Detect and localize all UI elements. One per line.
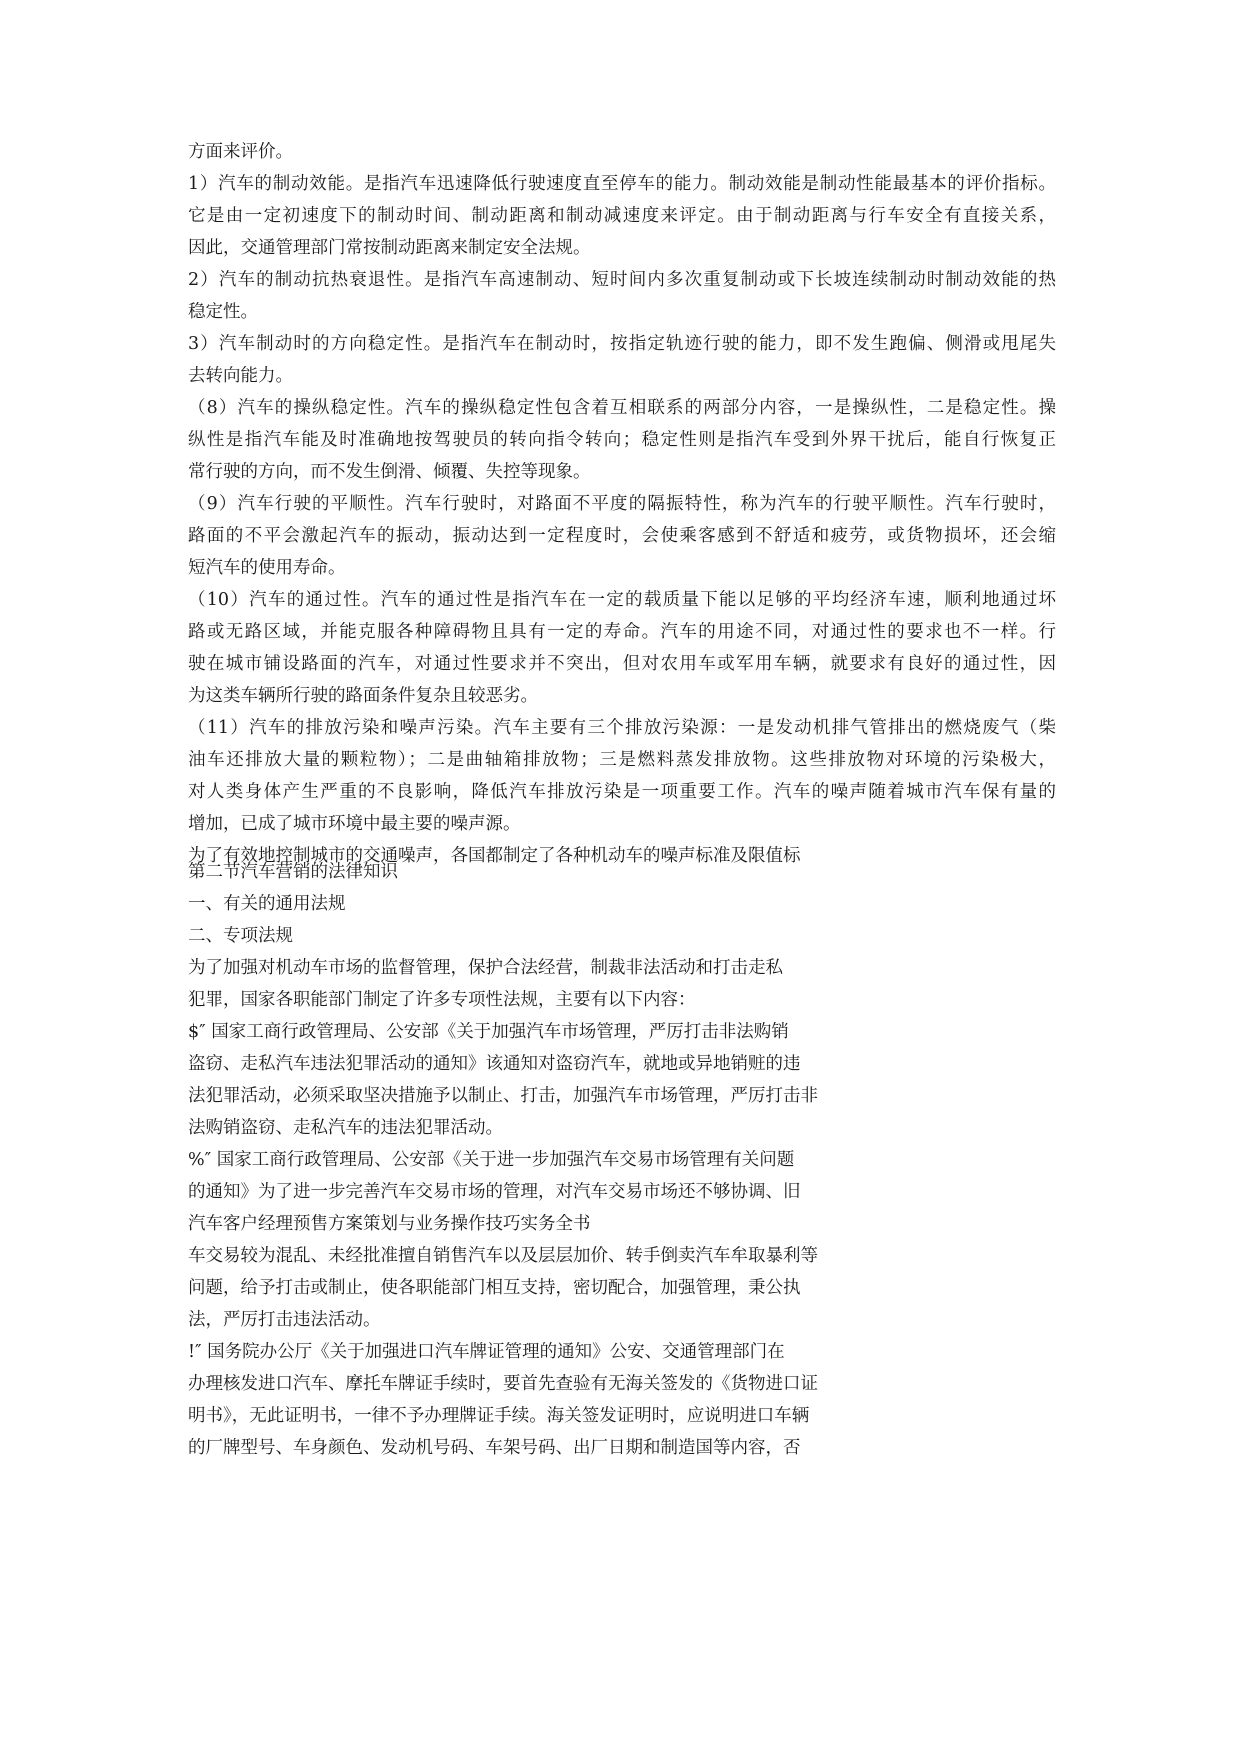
text-line: 路或无路区域，并能克服各种障碍物且具有一定的寿命。汽车的用途不同，对通过性的要求也不一样。行 — [188, 622, 1056, 642]
text-line: 法，严厉打击违法活动。 — [188, 1310, 381, 1330]
text-line: 为了加强对机动车市场的监督管理，保护合法经营，制裁非法活动和打击走私 — [188, 958, 783, 978]
text-line: 犯罪，国家各职能部门制定了许多专项性法规，主要有以下内容： — [188, 990, 696, 1010]
text-line: 纵性是指汽车能及时准确地按驾驶员的转向指令转向；稳定性则是指汽车受到外界干扰后，能自行恢复正 — [188, 430, 1056, 450]
text-line: 常行驶的方向，而不发生倒滑、倾覆、失控等现象。 — [188, 462, 591, 482]
text-line: 的厂牌型号、车身颜色、发动机号码、车架号码、出厂日期和制造国等内容，否 — [188, 1438, 801, 1458]
text-line: 为了有效地控制城市的交通噪声，各国都制定了各种机动车的噪声标准及限值标 — [188, 846, 801, 866]
text-line: 办理核发进口汽车、摩托车牌证手续时，要首先查验有无海关签发的《货物进口证 — [188, 1374, 818, 1394]
text-line: 去转向能力。 — [188, 366, 293, 386]
text-line: 盗窃、走私汽车违法犯罪活动的通知》该通知对盗窃汽车，就地或异地销赃的违 — [188, 1054, 801, 1074]
text-line: 2）汽车的制动抗热衰退性。是指汽车高速制动、短时间内多次重复制动或下长坡连续制动时制动效能的热 — [188, 270, 1056, 290]
text-line: （11）汽车的排放污染和噪声污染。汽车主要有三个排放污染源：一是发动机排气管排出的燃烧废气（柴 — [188, 718, 1056, 738]
text-line: %″ 国家工商行政管理局、公安部《关于进一步加强汽车交易市场管理有关问题 — [188, 1150, 795, 1170]
text-line: 汽车客户经理预售方案策划与业务操作技巧实务全书 — [188, 1214, 591, 1234]
text-line: 对人类身体产生严重的不良影响，降低汽车排放污染是一项重要工作。汽车的噪声随着城市汽车保有量的 — [188, 782, 1056, 802]
text-line: 的通知》为了进一步完善汽车交易市场的管理，对汽车交易市场还不够协调、旧 — [188, 1182, 801, 1202]
text-line: !″ 国务院办公厅《关于加强进口汽车牌证管理的通知》公安、交通管理部门在 — [188, 1342, 785, 1362]
text-line: 油车还排放大量的颗粒物）；二是曲轴箱排放物；三是燃料蒸发排放物。这些排放物对环境的污染极大， — [188, 750, 1056, 770]
text-line: 方面来评价。 — [188, 142, 293, 162]
text-line: 1）汽车的制动效能。是指汽车迅速降低行驶速度直至停车的能力。制动效能是制动性能最基本的评价指标。 — [188, 174, 1056, 194]
text-line: 为这类车辆所行驶的路面条件复杂且较恶劣。 — [188, 686, 538, 706]
section-vehicle-performance — [188, 136, 1056, 872]
text-line: 3）汽车制动时的方向稳定性。是指汽车在制动时，按指定轨迹行驶的能力，即不发生跑偏、侧滑或甩尾失 — [188, 334, 1056, 354]
text-line: 法犯罪活动，必须采取坚决措施予以制止、打击，加强汽车市场管理，严厉打击非 — [188, 1086, 818, 1106]
text-line: 短汽车的使用寿命。 — [188, 558, 346, 578]
text-line: 二、专项法规 — [188, 926, 293, 946]
text-line: $″ 国家工商行政管理局、公安部《关于加强汽车市场管理，严厉打击非法购销 — [188, 1022, 789, 1042]
text-line: 它是由一定初速度下的制动时间、制动距离和制动减速度来评定。由于制动距离与行车安全有直接关系， — [188, 206, 1056, 226]
text-line: 一、有关的通用法规 — [188, 894, 346, 914]
text-line: （10）汽车的通过性。汽车的通过性是指汽车在一定的载质量下能以足够的平均经济车速，顺利地通过坏 — [188, 590, 1056, 610]
text-line: （9）汽车行驶的平顺性。汽车行驶时，对路面不平度的隔振特性，称为汽车的行驶平顺性。汽车行驶时， — [188, 494, 1056, 514]
text-line: 问题，给予打击或制止，使各职能部门相互支持，密切配合，加强管理，秉公执 — [188, 1278, 801, 1298]
text-line: 驶在城市铺设路面的汽车，对通过性要求并不突出，但对农用车或军用车辆，就要求有良好的通过性，因 — [188, 654, 1056, 674]
text-line: 因此，交通管理部门常按制动距离来制定安全法规。 — [188, 238, 591, 258]
text-line: 增加，已成了城市环境中最主要的噪声源。 — [188, 814, 521, 834]
text-line: 路面的不平会激起汽车的振动，振动达到一定程度时，会使乘客感到不舒适和疲劳，或货物损坏，还会缩 — [188, 526, 1056, 546]
section-legal-knowledge — [188, 856, 876, 1464]
text-line: 法购销盗窃、走私汽车的违法犯罪活动。 — [188, 1118, 503, 1138]
text-line: 车交易较为混乱、未经批准擅自销售汽车以及层层加价、转手倒卖汽车牟取暴利等 — [188, 1246, 818, 1266]
text-line: 第二节汽车营销的法律知识 — [188, 862, 398, 882]
text-line: （8）汽车的操纵稳定性。汽车的操纵稳定性包含着互相联系的两部分内容，一是操纵性，二是稳定性。操 — [188, 398, 1056, 418]
text-line: 稳定性。 — [188, 302, 258, 322]
text-line: 明书》，无此证明书，一律不予办理牌证手续。海关签发证明时，应说明进口车辆 — [188, 1406, 810, 1426]
